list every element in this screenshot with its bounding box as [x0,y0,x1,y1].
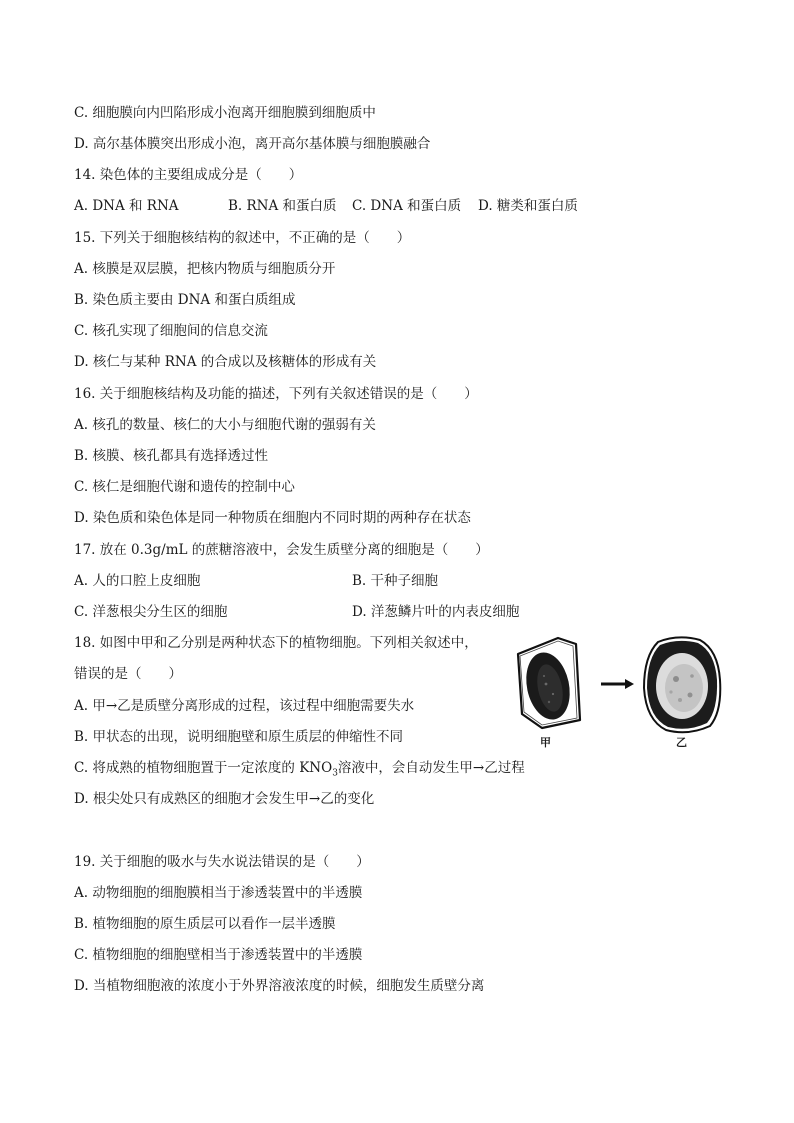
q14-option-b: B. RNA 和蛋白质 [228,198,337,214]
q18-figure [508,632,728,752]
q14-option-a: A. DNA 和 RNA [74,198,179,214]
q18-option-c-text-end: 溶液中，会自动发生甲→乙过程 [337,760,525,776]
q18-option-b: B. 甲状态的出现，说明细胞壁和原生质层的伸缩性不同 [74,729,404,745]
q19-option-d: D. 当植物细胞液的浓度小于外界溶液浓度的时候，细胞发生质壁分离 [74,978,485,994]
q16-option-c: C. 核仁是细胞代谢和遗传的控制中心 [74,479,295,495]
q18-option-d: D. 根尖处只有成熟区的细胞才会发生甲→乙的变化 [74,791,375,807]
q18-option-c [74,759,525,783]
q19-stem: 19. 关于细胞的吸水与失水说法错误的是（ ） [74,854,370,870]
cell-jia [518,638,580,728]
q16-option-b: B. 核膜、核孔都具有选择透过性 [74,448,269,464]
q19-option-b: B. 植物细胞的原生质层可以看作一层半透膜 [74,916,336,932]
prev-option-d: D. 高尔基体膜突出形成小泡，离开高尔基体膜与细胞膜融合 [74,136,431,152]
q18-stem-line2: 错误的是（ ） [74,666,182,682]
q16-option-d: D. 染色质和染色体是同一种物质在细胞内不同时期的两种存在状态 [74,510,471,526]
q19-option-a: A. 动物细胞的细胞膜相当于渗透装置中的半透膜 [74,885,363,901]
plant-cell-diagram [508,632,728,737]
q17-option-b: B. 干种子细胞 [352,573,439,589]
q17-option-a: A. 人的口腔上皮细胞 [74,573,201,589]
q14-option-c: C. DNA 和蛋白质 [352,198,462,214]
q14-option-d: D. 糖类和蛋白质 [478,198,578,214]
q18-option-c-subscript: 3 [332,768,338,779]
arrow-icon [601,679,634,689]
figure-label-yi: 乙 [676,736,687,749]
q18-option-a: A. 甲→乙是质壁分离形成的过程，该过程中细胞需要失水 [74,698,415,714]
q17-stem: 17. 放在 0.3g/mL 的蔗糖溶液中，会发生质壁分离的细胞是（ ） [74,542,489,558]
q14-stem: 14. 染色体的主要组成成分是（ ） [74,167,303,183]
q18-stem-line1: 18. 如图中甲和乙分别是两种状态下的植物细胞。下列相关叙述中， [74,635,478,651]
q15-option-d: D. 核仁与某种 RNA 的合成以及核糖体的形成有关 [74,354,377,370]
q16-stem: 16. 关于细胞核结构及功能的描述，下列有关叙述错误的是（ ） [74,386,478,402]
q17-option-c: C. 洋葱根尖分生区的细胞 [74,604,228,620]
figure-label-jia: 甲 [540,736,551,749]
q17-option-d: D. 洋葱鳞片叶的内表皮细胞 [352,604,520,620]
cell-yi [644,637,720,732]
prev-option-c: C. 细胞膜向内凹陷形成小泡离开细胞膜到细胞质中 [74,105,376,121]
q18-option-c-text: C. 将成熟的植物细胞置于一定浓度的 KNO [74,760,333,776]
q16-option-a: A. 核孔的数量、核仁的大小与细胞代谢的强弱有关 [74,417,376,433]
q15-option-b: B. 染色质主要由 DNA 和蛋白质组成 [74,292,296,308]
q15-stem: 15. 下列关于细胞核结构的叙述中，不正确的是（ ） [74,230,411,246]
q15-option-c: C. 核孔实现了细胞间的信息交流 [74,323,268,339]
q15-option-a: A. 核膜是双层膜，把核内物质与细胞质分开 [74,261,336,277]
q19-option-c: C. 植物细胞的细胞壁相当于渗透装置中的半透膜 [74,947,363,963]
